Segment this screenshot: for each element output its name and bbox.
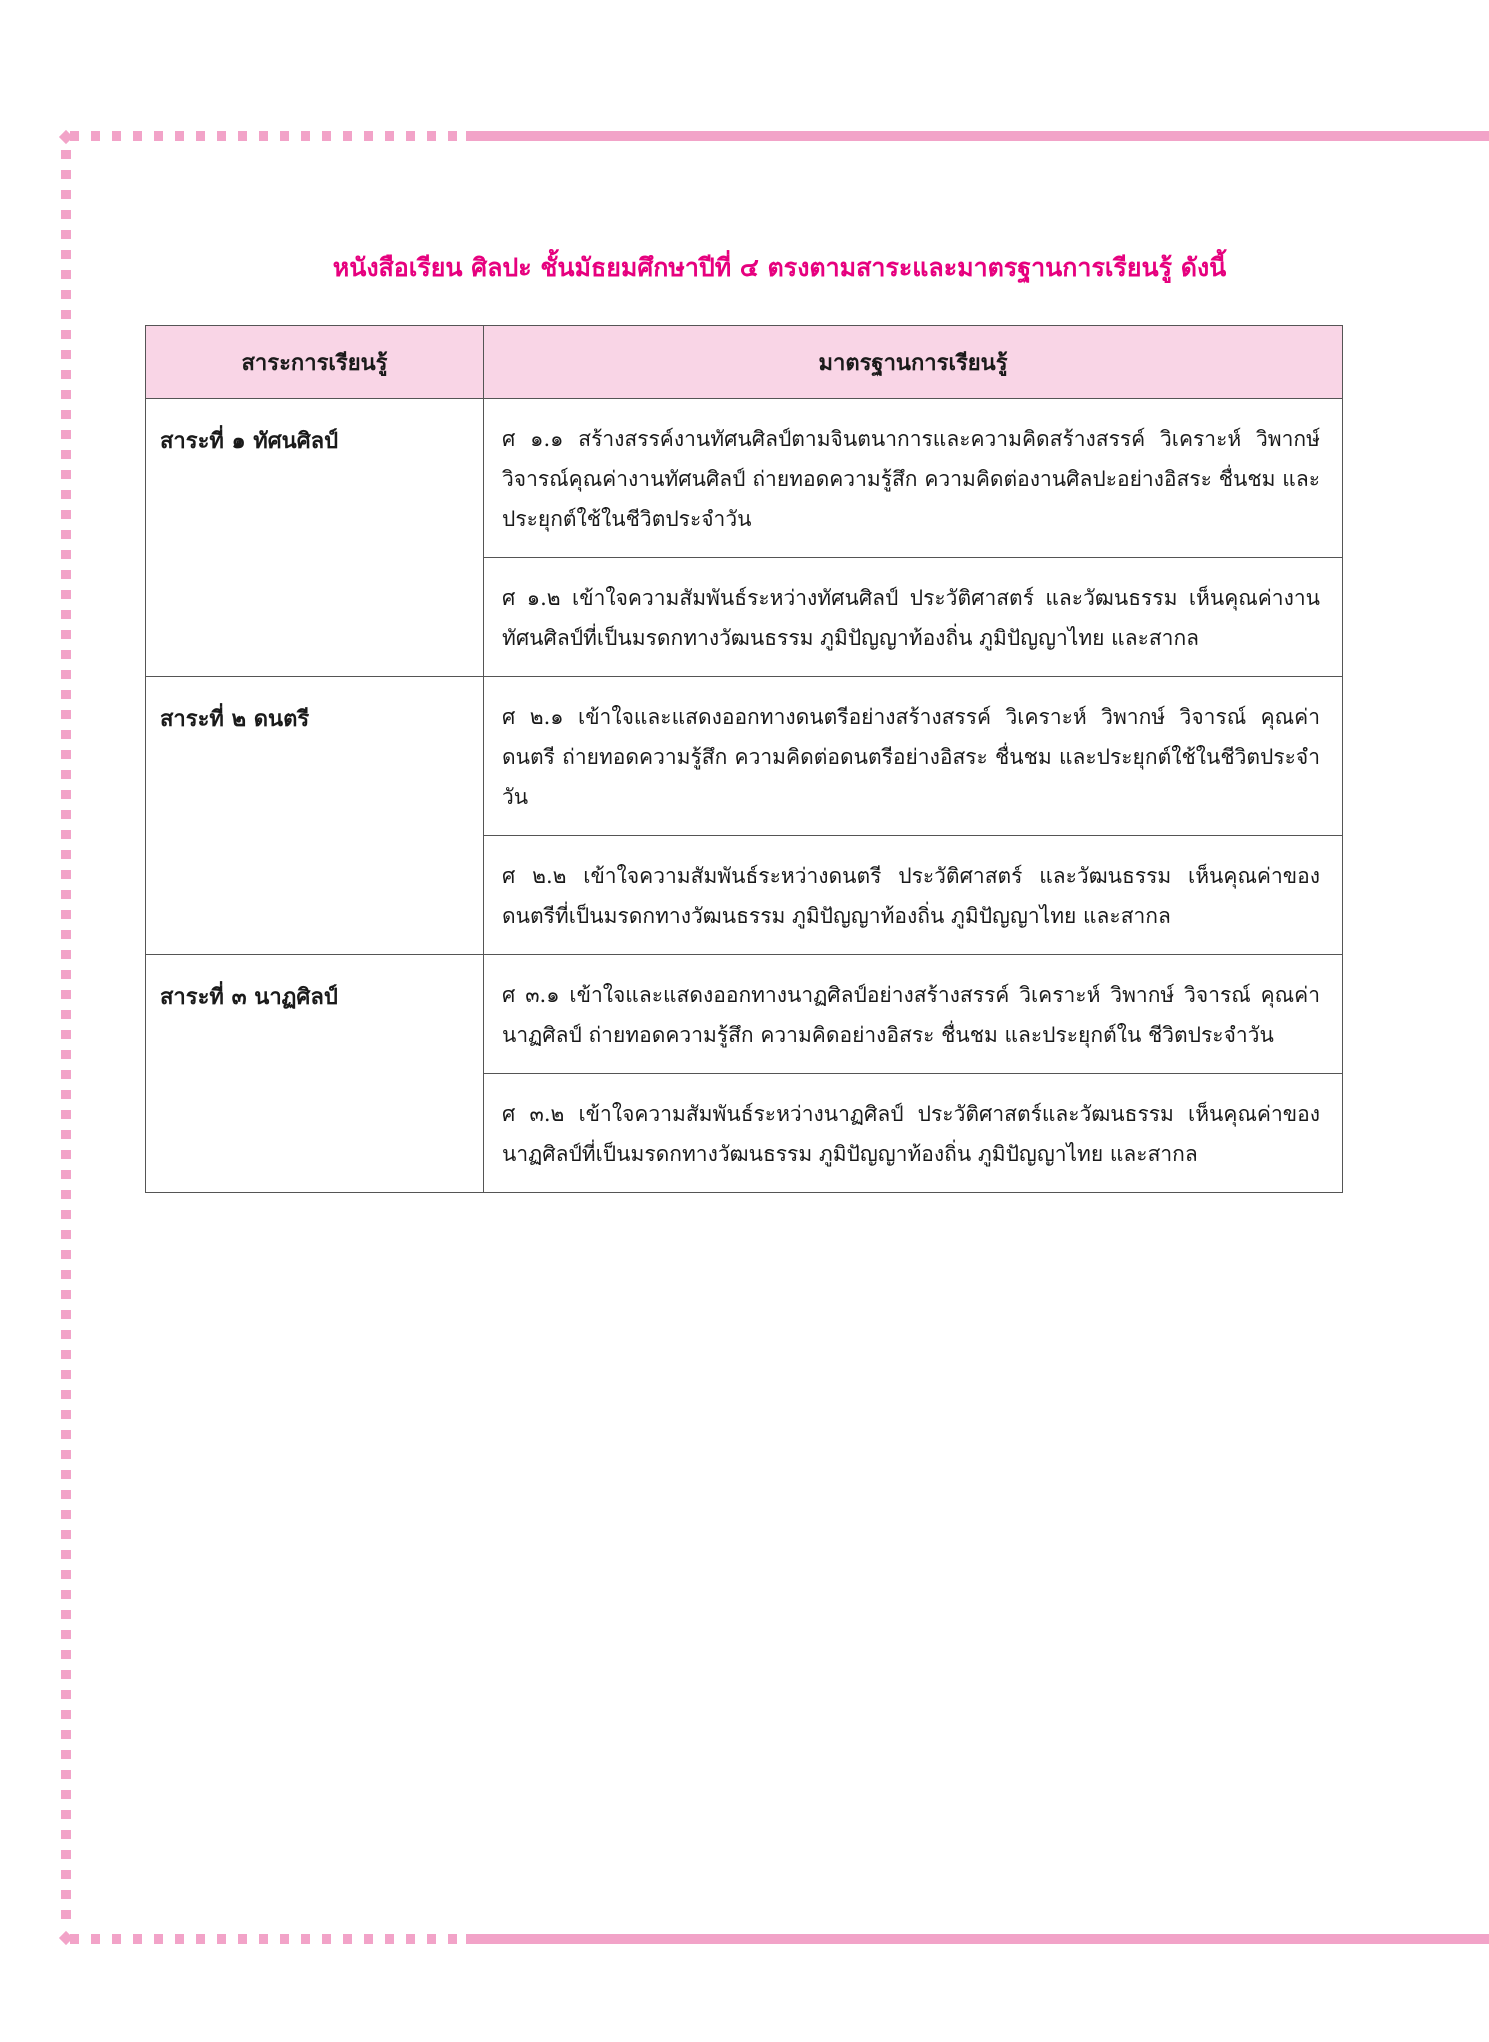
frame-left-dots [61, 150, 71, 1928]
frame-top-dots [70, 131, 460, 141]
header-standard: มาตรฐานการเรียนรู้ [484, 326, 1343, 399]
standard-3-2-cell: ศ ๓.๒ เข้าใจความสัมพันธ์ระหว่างนาฏศิลป์ ประวัติศาสตร์และวัฒนธรรม เห็นคุณค่าของนาฏศิลป์ที่เป็นมรดกทางวัฒนธรรม ภูมิปัญญาท้องถิ่น ภูมิปัญญาไทย และสากล [484, 1074, 1343, 1193]
table-header-row [146, 326, 1343, 399]
standards-table [145, 325, 1343, 1193]
standard-2-1-cell: ศ ๒.๑ เข้าใจและแสดงออกทางดนตรีอย่างสร้างสรรค์ วิเคราะห์ วิพากษ์ วิจารณ์ คุณค่าดนตรี ถ่ายทอดความรู้สึก ความคิดต่อดนตรีอย่างอิสระ ชื่นชม และประยุกต์ใช้ในชีวิตประจำวัน [484, 677, 1343, 836]
strand-3-cell: สาระที่ ๓ นาฏศิลป์ [146, 955, 484, 1193]
strand-1-cell: สาระที่ ๑ ทัศนศิลป์ [146, 399, 484, 677]
standard-2-2-cell: ศ ๒.๒ เข้าใจความสัมพันธ์ระหว่างดนตรี ประวัติศาสตร์ และวัฒนธรรม เห็นคุณค่าของดนตรีที่เป็นมรดกทางวัฒนธรรม ภูมิปัญญาท้องถิ่น ภูมิปัญญาไทย และสากล [484, 836, 1343, 955]
frame-top-bar [466, 131, 1489, 141]
table-row [146, 677, 1343, 836]
frame-bottom-bar [466, 1934, 1489, 1944]
frame-bottom-dots [70, 1934, 460, 1944]
standard-1-1-cell: ศ ๑.๑ สร้างสรรค์งานทัศนศิลป์ตามจินตนาการและความคิดสร้างสรรค์ วิเคราะห์ วิพากษ์ วิจารณ์คุณค่างานทัศนศิลป์ ถ่ายทอดความรู้สึก ความคิดต่องานศิลปะอย่างอิสระ ชื่นชม และประยุกต์ใช้ในชีวิตประจำวัน [484, 399, 1343, 558]
standard-3-1-cell: ศ ๓.๑ เข้าใจและแสดงออกทางนาฏศิลป์อย่างสร้างสรรค์ วิเคราะห์ วิพากษ์ วิจารณ์ คุณค่านาฏศิลป์ ถ่ายทอดความรู้สึก ความคิดอย่างอิสระ ชื่นชม และประยุกต์ใน ชีวิตประจำวัน [484, 955, 1343, 1074]
page-title: หนังสือเรียน ศิลปะ ชั้นมัธยมศึกษาปีที่ ๔ ตรงตามสาระและมาตรฐานการเรียนรู้ ดังนี้ [332, 253, 1227, 282]
table-row [146, 955, 1343, 1074]
standard-1-2-cell: ศ ๑.๒ เข้าใจความสัมพันธ์ระหว่างทัศนศิลป์ ประวัติศาสตร์ และวัฒนธรรม เห็นคุณค่างานทัศนศิลป์ที่เป็นมรดกทางวัฒนธรรม ภูมิปัญญาท้องถิ่น ภูมิปัญญาไทย และสากล [484, 558, 1343, 677]
table-row [146, 399, 1343, 558]
strand-2-cell: สาระที่ ๒ ดนตรี [146, 677, 484, 955]
header-strand: สาระการเรียนรู้ [146, 326, 484, 399]
